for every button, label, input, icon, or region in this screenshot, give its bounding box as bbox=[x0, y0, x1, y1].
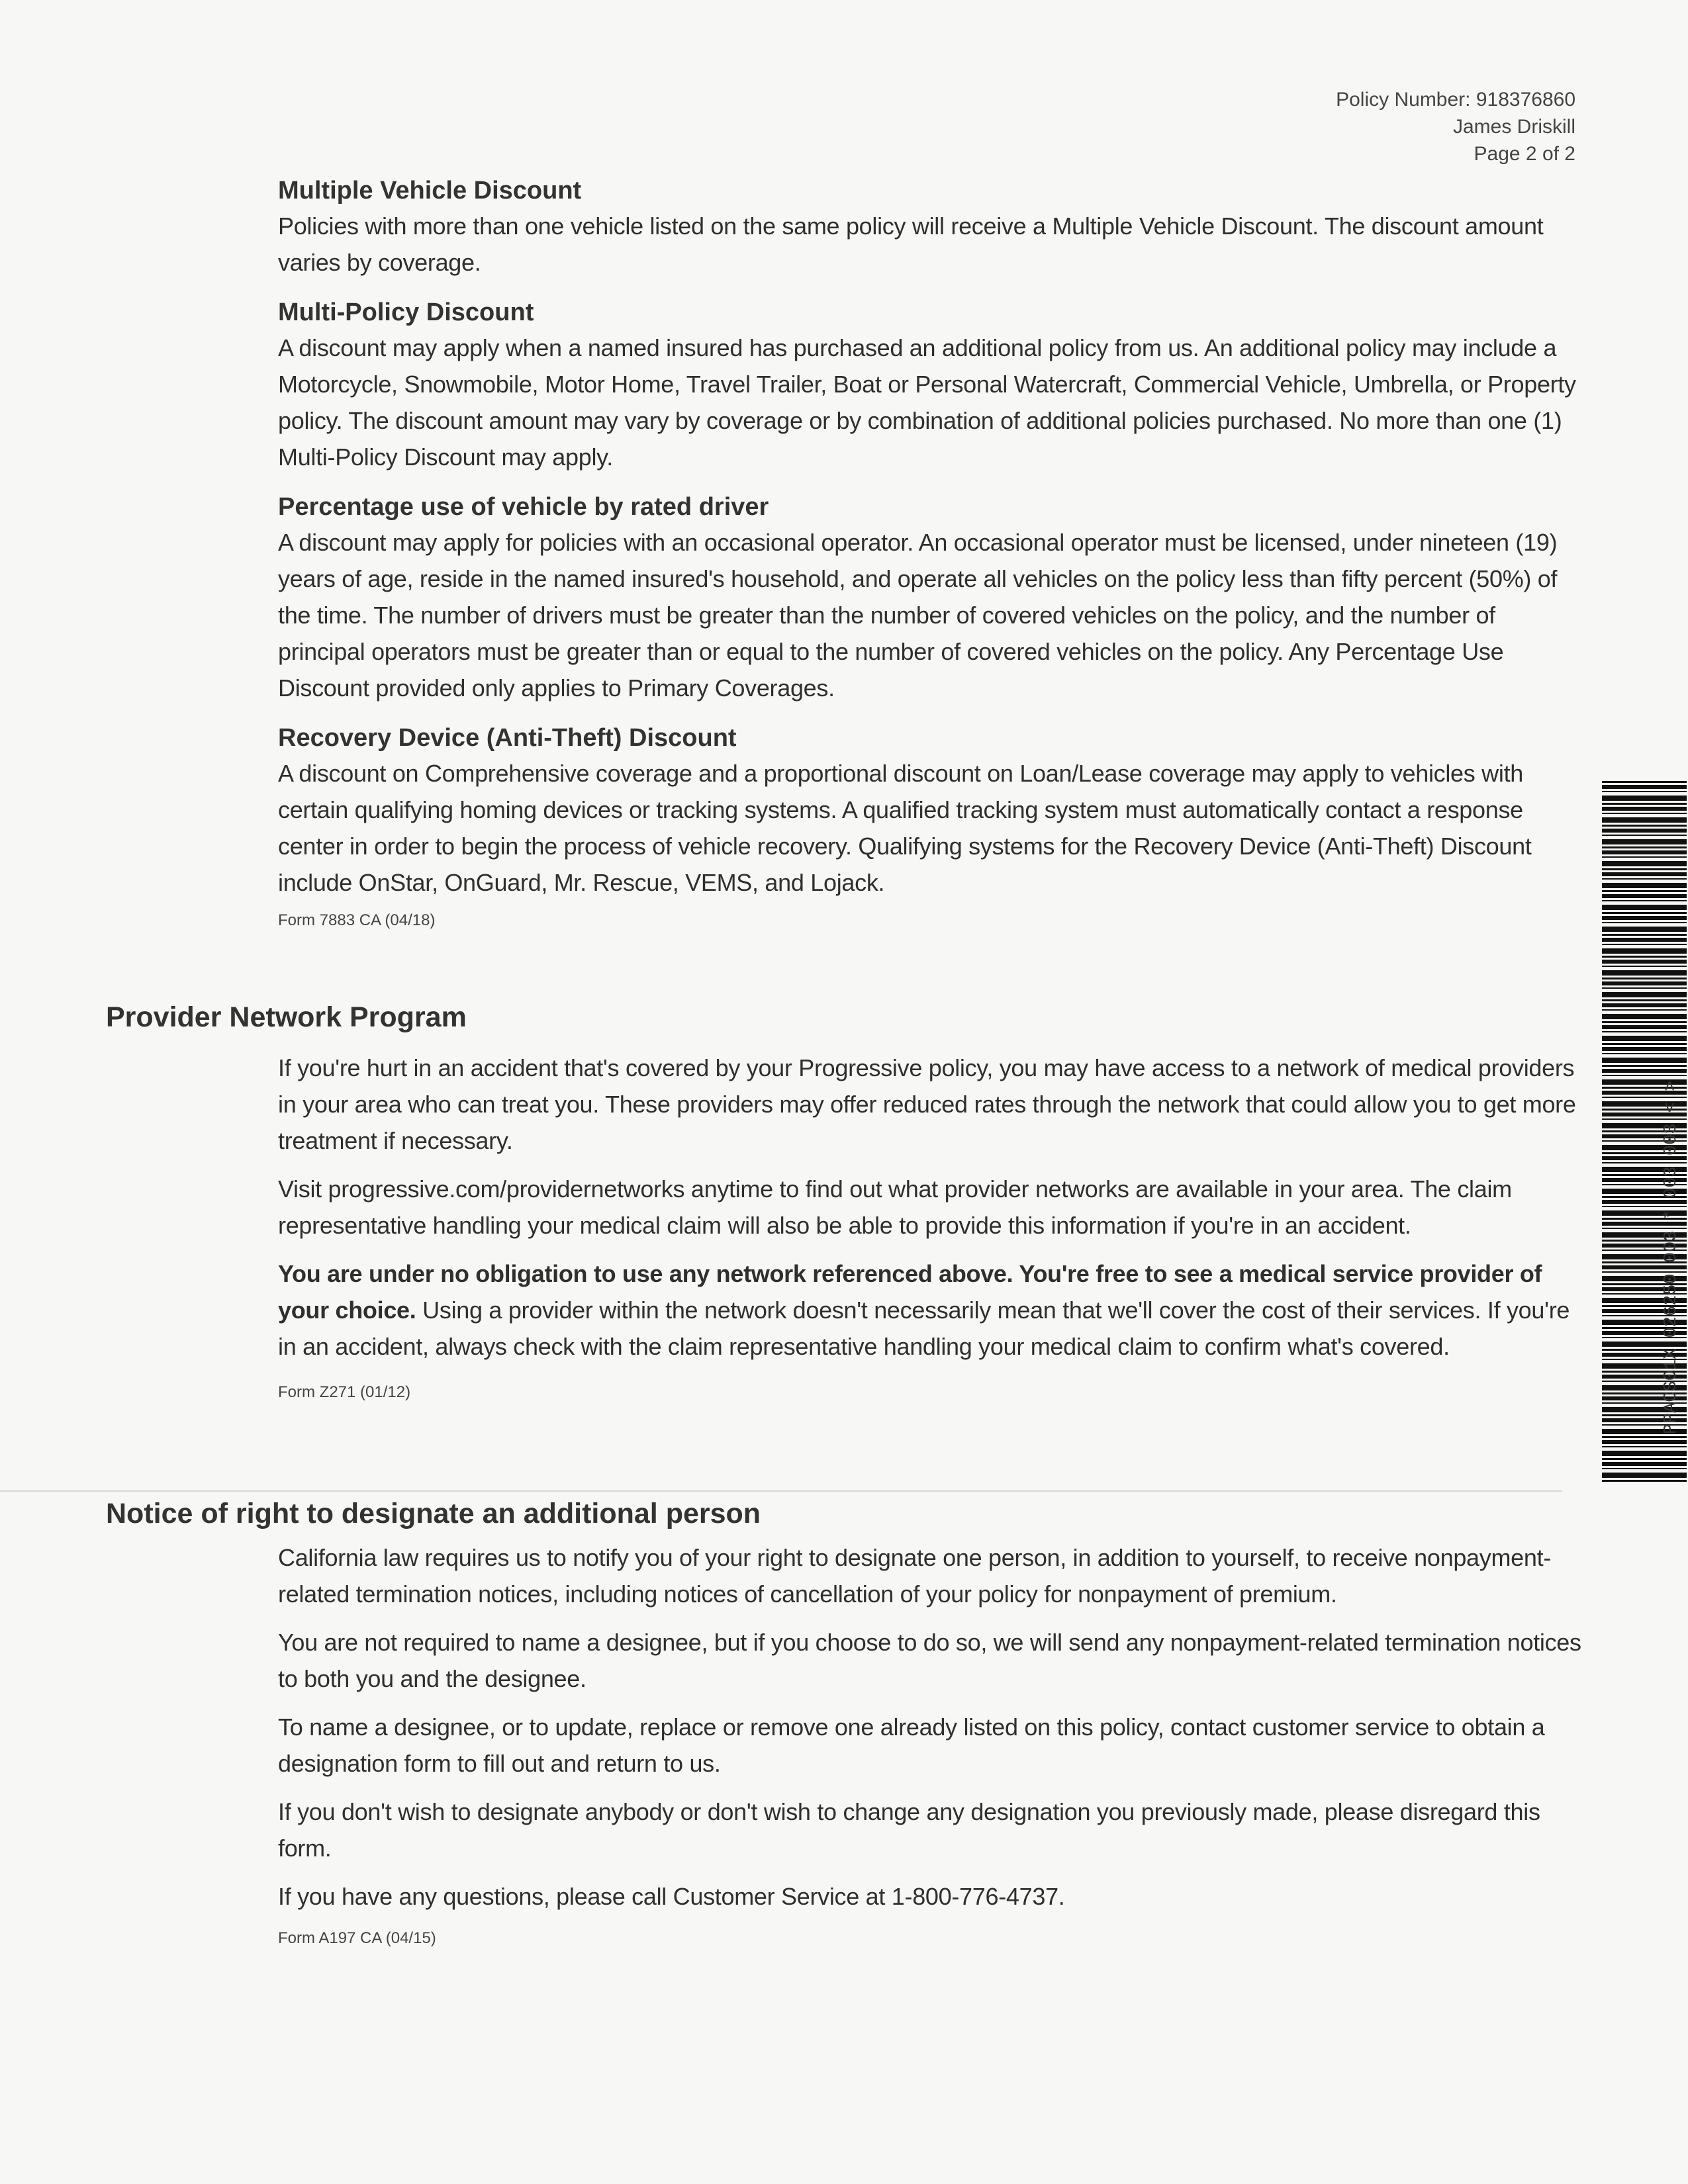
paragraph bbox=[278, 1255, 1582, 1365]
discount-recovery-device bbox=[278, 721, 1582, 901]
paragraph: Visit progressive.com/providernetworks anytime to find out what provider networks are available in your area. The claim representative handling your medical claim will also be able to provide this information if you're in an accident. bbox=[278, 1175, 1512, 1239]
discount-percentage-use bbox=[278, 490, 1582, 706]
form-number: Form A197 CA (04/15) bbox=[278, 1929, 436, 1947]
section-title: Provider Network Program bbox=[106, 1001, 467, 1033]
paragraph: If you have any questions, please call Customer Service at 1-800-776-4737. bbox=[278, 1883, 1065, 1910]
discount-body: A discount may apply when a named insured has purchased an additional policy from us. An additional policy may include a Motorcycle, Snowmobile, Motor Home, Travel Trailer, Boat or Personal Watercraft, Commercial Vehicle, Umbrella, or Property policy. The discount amount may vary by coverage or by combination of additional policies purchased. No more than one (1) Multi-Policy Discount may apply. bbox=[278, 334, 1576, 471]
insured-name: James Driskill bbox=[1452, 116, 1575, 138]
paragraph: If you don't wish to designate anybody or don't wish to change any designation you previously made, please disregard this form. bbox=[278, 1798, 1540, 1862]
discount-title: Multi-Policy Discount bbox=[278, 298, 534, 326]
discounts-section bbox=[106, 173, 1582, 934]
discount-multiple-vehicle bbox=[278, 173, 1582, 281]
discount-body: Policies with more than one vehicle listed on the same policy will receive a Multiple Vehicle Discount. The discount amount varies by coverage. bbox=[278, 212, 1544, 276]
section-title: Notice of right to designate an additional person bbox=[106, 1498, 761, 1529]
page-indicator: Page 2 of 2 bbox=[1474, 143, 1575, 165]
form-number: Form Z271 (01/12) bbox=[278, 1383, 411, 1401]
discount-title: Percentage use of vehicle by rated driver bbox=[278, 493, 769, 521]
divider bbox=[0, 1490, 1562, 1492]
discount-multi-policy bbox=[278, 295, 1582, 475]
paragraph: To name a designee, or to update, replace or remove one already listed on this policy, contact customer service to obtain a designation form to fill out and return to us. bbox=[278, 1713, 1545, 1777]
bold-lead-text: You are under no obligation to use any network referenced above. You're free to see a medical service provider of your choice. bbox=[278, 1260, 1542, 1324]
paragraph: If you're hurt in an accident that's covered by your Progressive policy, you may have access to a network of medical providers in your area who can treat you. These providers may offer reduced rates through the network that could allow you to get more treatment if necessary. bbox=[278, 1054, 1576, 1154]
discount-title: Recovery Device (Anti-Theft) Discount bbox=[278, 724, 737, 752]
discount-body: A discount may apply for policies with an occasional operator. An occasional operator must be licensed, under nineteen (19) years of age, reside in the named insured's household, and operate all vehicles on the policy less than fifty percent (50%) of the time. The number of drivers must be greater than the number of covered vehicles on the policy, and the number of principal operators must be greater than or equal to the number of covered vehicles on the policy. Any Percentage Use Discount provided only applies to Primary Coverages. bbox=[278, 529, 1558, 702]
policy-header bbox=[1112, 86, 1575, 167]
policy-number: Policy Number: 918376860 bbox=[1336, 89, 1575, 111]
paragraph-rest: Using a provider within the network doesn't necessarily mean that we'll cover the cost of their services. If you're in an accident, always check with the claim representative handling your medical claim to confirm what's covered. bbox=[278, 1297, 1570, 1360]
discount-body: A discount on Comprehensive coverage and a proportional discount on Loan/Lease coverage may apply to vehicles with certain qualifying homing devices or tracking systems. A qualified tracking system must automatically contact a response center in order to begin the process of vehicle recovery. Qualifying systems for the Recovery Device (Anti-Theft) Discount include OnStar, OnGuard, Mr. Rescue, VEMS, and Lojack. bbox=[278, 760, 1532, 896]
barcode-label: PPACS01X 026250 003 * 003 003 < > bbox=[1662, 1080, 1681, 1435]
form-number: Form 7883 CA (04/18) bbox=[278, 911, 436, 929]
discount-title: Multiple Vehicle Discount bbox=[278, 177, 582, 205]
designee-notice-section bbox=[106, 1494, 1582, 1952]
paragraph: California law requires us to notify you of your right to designate one person, in addition to yourself, to receive nonpayment-related termination notices, including notices of cancellation of your policy for nonpayment of premium. bbox=[278, 1544, 1552, 1608]
paragraph: You are not required to name a designee, but if you choose to do so, we will send any nonpayment-related termination notices to both you and the designee. bbox=[278, 1629, 1581, 1692]
provider-network-section bbox=[106, 998, 1582, 1406]
